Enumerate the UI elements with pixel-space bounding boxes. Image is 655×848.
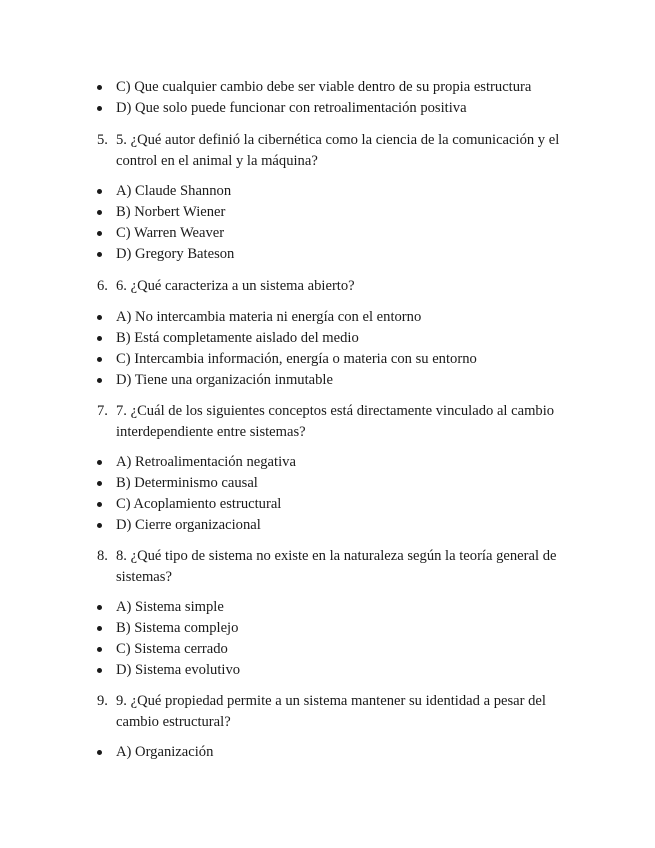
question-text: 6. ¿Qué caracteriza a un sistema abierto? (116, 278, 355, 294)
question-text: 7. ¿Cuál de los siguientes conceptos está directamente vinculado al cambio interdependiente entre sistemas? (116, 403, 555, 440)
document-page: C) Que cualquier cambio debe ser viable dentro de su propia estructura D) Que solo puede funcionar con retroalimentación positiva 5. 5. ¿Qué autor definió la cibernética como la ciencia de la comunicación y el control en el animal y la máquina? A) Claude Shannon B) Norbert Wiener C) Warren Weaver D) Gregory Bateson 6. 6. ¿Qué caracteriza a un sistema abierto? A) No intercambia materia ni energía con el entorno B) Está completamente aislado del medio C) Intercambia información, energía o materia con su entorno D) Tiene una organización inmutable 7. 7. ¿Cuál de los siguientes conceptos está directamente vinculado al cambio interdependiente entre sistemas? A) Retroalimentación negativa B) Determinismo causal C) Acoplamiento estructural D) Cierre organizacional 8. 8. ¿Qué tipo de sistema no existe en la naturaleza según la teoría general de sistemas? A) Sistema simple B) Sistema complejo C) Sistema cerrado D) Sistema evolutivo 9. 9. ¿Qué propiedad permite a un sistema mantener su identidad a pesar del cambio estructural? A) Organización (0, 0, 655, 848)
question-text: 5. ¿Qué autor definió la cibernética como la ciencia de la comunicación y el control en el animal y la máquina? (116, 132, 560, 169)
question-number: 5. (97, 132, 108, 148)
question-number: 8. (97, 548, 108, 564)
question-text: 9. ¿Qué propiedad permite a un sistema mantener su identidad a pesar del cambio estructural? (116, 693, 546, 730)
question-number: 9. (97, 693, 108, 709)
question-text: 8. ¿Qué tipo de sistema no existe en la naturaleza según la teoría general de sistemas? (116, 548, 557, 585)
question-number: 7. (97, 403, 108, 419)
question-number: 6. (97, 278, 108, 294)
